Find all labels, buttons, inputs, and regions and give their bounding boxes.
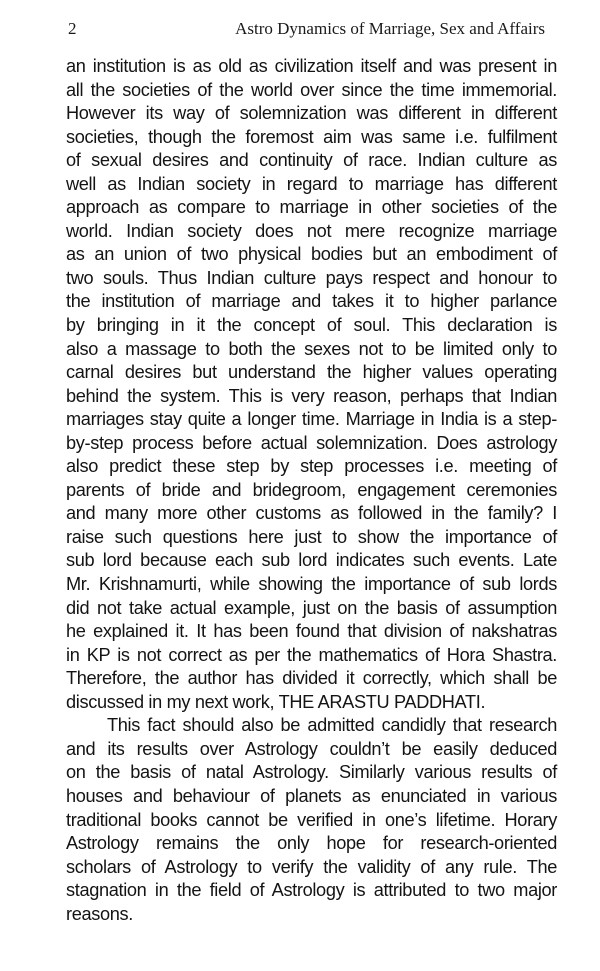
text-line: However its way of solemnization was different in different [66, 103, 557, 124]
text-line: also a massage to both the sexes not to be limited only to [66, 338, 557, 359]
text-line: as an union of two physical bodies but an embodiment of [66, 244, 557, 265]
text-line: approach as compare to marriage in other societies of the [66, 197, 557, 218]
text-line: did not take actual example, just on the basis of assumption [66, 597, 557, 618]
text-line: marriages stay quite a longer time. Marriage in India is a step- [66, 409, 557, 430]
text-line: in KP is not correct as per the mathematics of Hora Shastra. [66, 644, 557, 665]
text-line: stagnation in the field of Astrology is attributed to two major [66, 880, 557, 901]
text-line: and its results over Astrology couldn’t be easily deduced [66, 738, 557, 759]
text-line: discussed in my next work, THE ARASTU PADDHATI. [66, 691, 486, 712]
text-line: world. Indian society does not mere recognize marriage [66, 220, 557, 241]
text-line: traditional books cannot be verified in one’s lifetime. Horary [66, 809, 557, 830]
text-line: behind the system. This is very reason, perhaps that Indian [66, 385, 557, 406]
text-line: the institution of marriage and takes it to higher parlance [66, 291, 557, 312]
text-line: an institution is as old as civilization itself and was present in [66, 56, 557, 76]
text-line: Astrology remains the only hope for research-oriented [66, 833, 557, 854]
text-line: houses and behaviour of planets as enunciated in various [66, 785, 557, 806]
text-line: by-step process before actual solemnization. Does astrology [66, 432, 557, 453]
text-line: he explained it. It has been found that division of nakshatras [66, 621, 557, 642]
paragraph [66, 714, 557, 926]
text-line: two souls. Thus Indian culture pays respect and honour to [66, 267, 557, 288]
body-text [66, 55, 557, 926]
book-title: Astro Dynamics of Marriage, Sex and Affairs [235, 19, 545, 38]
text-line: sub lord because each sub lord indicates such events. Late [66, 550, 557, 571]
text-line: reasons. [66, 903, 133, 924]
text-line: by bringing in it the concept of soul. This declaration is [66, 315, 557, 336]
text-line: well as Indian society in regard to marriage has different [66, 173, 557, 194]
page-number: 2 [68, 19, 77, 38]
text-line: all the societies of the world over since the time immemorial. [66, 79, 557, 100]
text-line: parents of bride and bridegroom, engagement ceremonies [66, 479, 557, 500]
text-line: societies, though the foremost aim was same i.e. fulfilment [66, 126, 557, 147]
running-header [66, 17, 545, 41]
text-line: also predict these step by step processes i.e. meeting of [66, 456, 557, 477]
text-line: carnal desires but understand the higher values operating [66, 362, 557, 383]
text-line: Therefore, the author has divided it correctly, which shall be [66, 668, 557, 689]
text-line: raise such questions here just to show the importance of [66, 526, 557, 547]
text-line: on the basis of natal Astrology. Similarly various results of [66, 762, 557, 783]
text-line: of sexual desires and continuity of race. Indian culture as [66, 150, 557, 171]
paragraph [66, 55, 557, 714]
text-line: and many more other customs as followed in the family? I [66, 503, 557, 524]
text-line: This fact should also be admitted candidly that research [107, 715, 557, 736]
text-line: scholars of Astrology to verify the validity of any rule. The [66, 856, 557, 877]
text-line: Mr. Krishnamurti, while showing the importance of sub lords [66, 574, 557, 595]
